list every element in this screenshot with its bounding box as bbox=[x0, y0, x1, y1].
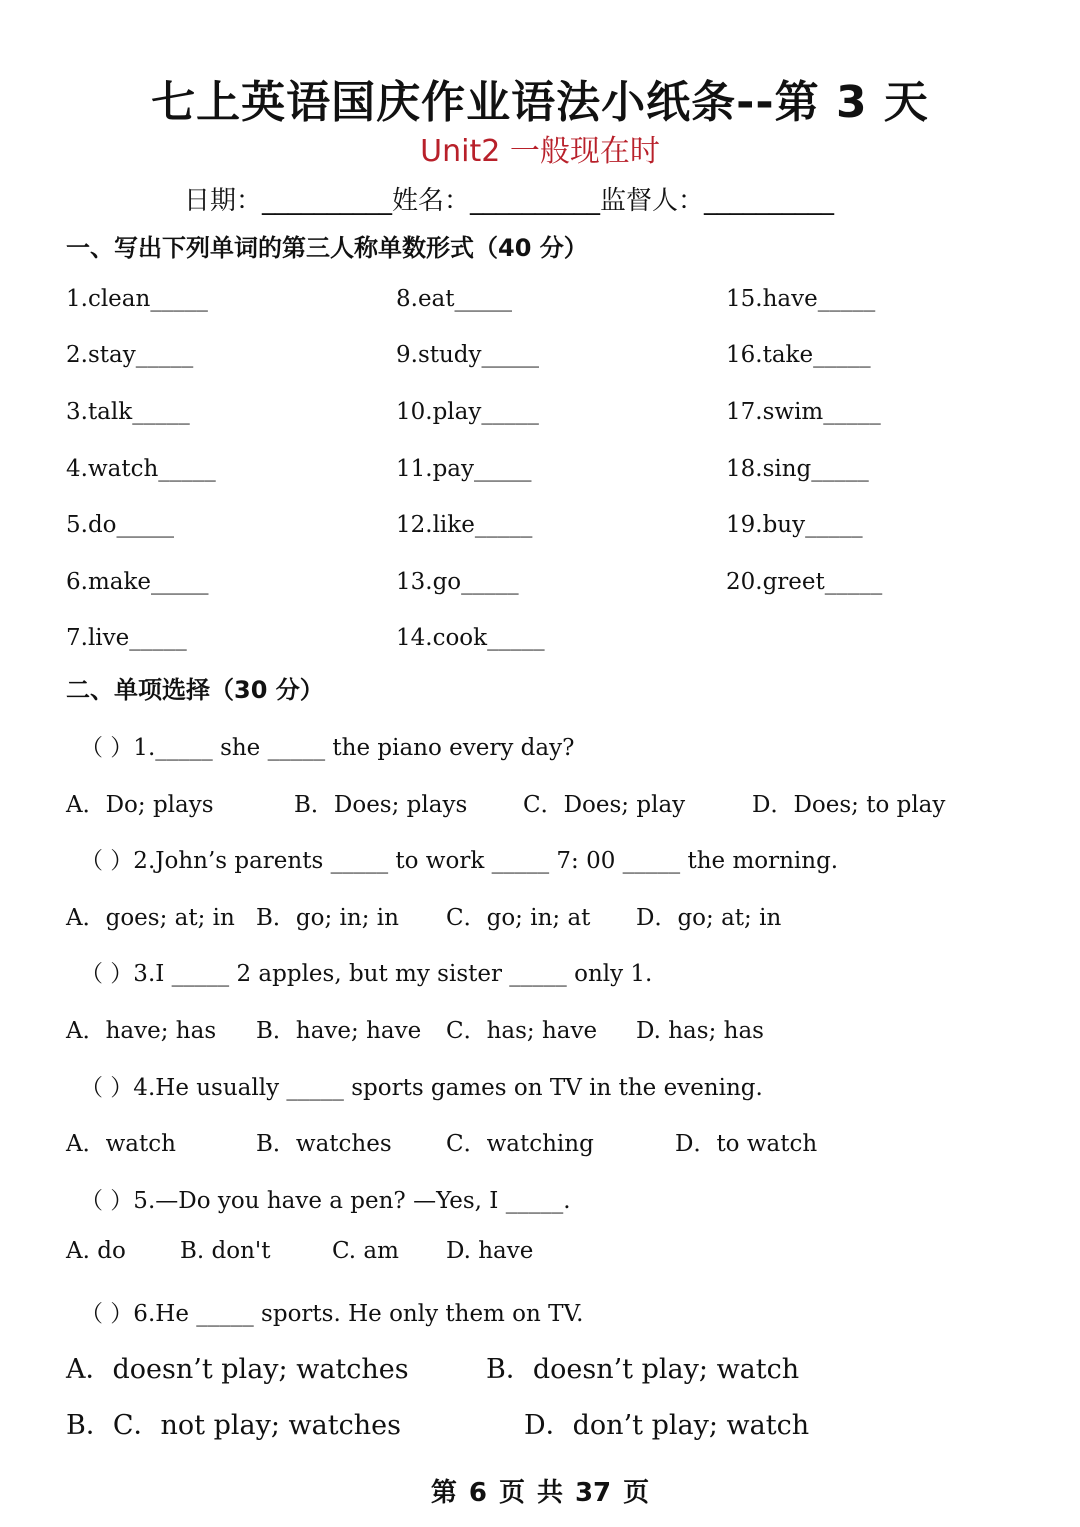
word-item[interactable]: 13.go_____ bbox=[396, 569, 519, 595]
info-line bbox=[184, 180, 834, 217]
option-row bbox=[66, 1347, 799, 1386]
word-item[interactable]: 8.eat_____ bbox=[396, 286, 513, 312]
option-d[interactable]: D．to watch bbox=[675, 1131, 818, 1157]
word-item[interactable]: 5.do_____ bbox=[66, 512, 175, 538]
page-title: 七上英语国庆作业语法小纸条--第 3 天 bbox=[151, 77, 929, 128]
question-stem[interactable]: （ ）6.He _____ sports. He only them on TV. bbox=[80, 1301, 584, 1327]
option-c[interactable]: C．Does; play bbox=[523, 792, 686, 818]
word-item[interactable]: 7.live_____ bbox=[66, 625, 187, 651]
question-stem[interactable]: （ ）1._____ she _____ the piano every day? bbox=[80, 735, 575, 761]
option-c[interactable]: C. am bbox=[332, 1238, 399, 1264]
option-b[interactable]: B．have; have bbox=[256, 1018, 422, 1044]
word-item[interactable]: 14.cook_____ bbox=[396, 625, 545, 651]
footer-ye: 页 bbox=[498, 1478, 525, 1508]
word-item[interactable]: 2.stay_____ bbox=[66, 342, 194, 368]
option-a[interactable]: A．doesn’t play; watches bbox=[66, 1354, 409, 1385]
date-label: 日期： bbox=[184, 186, 263, 216]
word-item[interactable]: 16.take_____ bbox=[726, 342, 871, 368]
question-stem[interactable]: （ ）3.I _____ 2 apples, but my sister _____ only 1. bbox=[80, 961, 653, 987]
word-item[interactable]: 4.watch_____ bbox=[66, 456, 216, 482]
page-subtitle: Unit2 一般现在时 bbox=[420, 134, 660, 169]
date-blank[interactable]: __________ bbox=[262, 186, 393, 216]
footer-di: 第 bbox=[430, 1478, 457, 1508]
word-item[interactable]: 9.study_____ bbox=[396, 342, 540, 368]
page-number: 6 bbox=[468, 1478, 487, 1508]
section2-heading: 二、单项选择（30 分） bbox=[66, 676, 324, 704]
option-c[interactable]: C．go; in; at bbox=[446, 905, 591, 931]
option-c[interactable]: C．has; have bbox=[446, 1018, 598, 1044]
word-item[interactable]: 11.pay_____ bbox=[396, 456, 532, 482]
option-a[interactable]: A．goes; at; in bbox=[66, 905, 235, 931]
supervisor-blank[interactable]: __________ bbox=[704, 186, 835, 216]
option-d[interactable]: D. has; has bbox=[636, 1018, 764, 1044]
total-pages: 37 bbox=[574, 1478, 612, 1508]
page-footer bbox=[0, 1472, 1080, 1509]
section1-heading: 一、写出下列单词的第三人称单数形式（40 分） bbox=[66, 234, 588, 262]
word-item[interactable]: 1.clean_____ bbox=[66, 286, 208, 312]
word-item[interactable]: 19.buy_____ bbox=[726, 512, 863, 538]
name-blank[interactable]: __________ bbox=[470, 186, 601, 216]
word-item[interactable]: 3.talk_____ bbox=[66, 399, 190, 425]
option-row bbox=[66, 899, 781, 932]
question-stem[interactable]: （ ）4.He usually _____ sports games on TV in the evening. bbox=[80, 1075, 763, 1101]
option-b[interactable]: B．Does; plays bbox=[294, 792, 468, 818]
option-row bbox=[66, 1403, 809, 1442]
word-item[interactable]: 17.swim_____ bbox=[726, 399, 881, 425]
option-b[interactable]: B．doesn’t play; watch bbox=[486, 1354, 800, 1385]
option-b[interactable]: B. don't bbox=[180, 1238, 271, 1264]
option-row bbox=[66, 1125, 817, 1158]
option-b[interactable]: B．go; in; in bbox=[256, 905, 399, 931]
word-item[interactable]: 15.have_____ bbox=[726, 286, 876, 312]
word-item[interactable]: 20.greet_____ bbox=[726, 569, 883, 595]
word-item[interactable]: 10.play_____ bbox=[396, 399, 539, 425]
option-c[interactable]: B．C．not play; watches bbox=[66, 1410, 401, 1441]
option-d[interactable]: D．Does; to play bbox=[752, 792, 946, 818]
option-d[interactable]: D．don’t play; watch bbox=[524, 1410, 810, 1441]
question-stem[interactable]: （ ）2.John’s parents _____ to work _____ 7: 00 _____ the morning. bbox=[80, 848, 839, 874]
word-item[interactable]: 12.like_____ bbox=[396, 512, 533, 538]
option-a[interactable]: A．Do; plays bbox=[66, 792, 214, 818]
option-c[interactable]: C．watching bbox=[446, 1131, 594, 1157]
option-b[interactable]: B．watches bbox=[256, 1131, 392, 1157]
question-stem[interactable]: （ ）5.—Do you have a pen? —Yes, I _____. bbox=[80, 1188, 571, 1214]
option-a[interactable]: A. do bbox=[66, 1238, 126, 1264]
footer-gong: 共 bbox=[536, 1478, 563, 1508]
option-row bbox=[66, 1238, 533, 1264]
option-a[interactable]: A．watch bbox=[66, 1131, 176, 1157]
option-d[interactable]: D. have bbox=[446, 1238, 534, 1264]
supervisor-label: 监督人： bbox=[600, 186, 705, 216]
word-item[interactable]: 18.sing_____ bbox=[726, 456, 869, 482]
footer-ye2: 页 bbox=[623, 1478, 650, 1508]
name-label: 姓名： bbox=[392, 186, 471, 216]
option-a[interactable]: A．have; has bbox=[66, 1018, 217, 1044]
option-row bbox=[66, 786, 945, 819]
option-row bbox=[66, 1012, 764, 1045]
option-d[interactable]: D．go; at; in bbox=[636, 905, 782, 931]
word-item[interactable]: 6.make_____ bbox=[66, 569, 209, 595]
